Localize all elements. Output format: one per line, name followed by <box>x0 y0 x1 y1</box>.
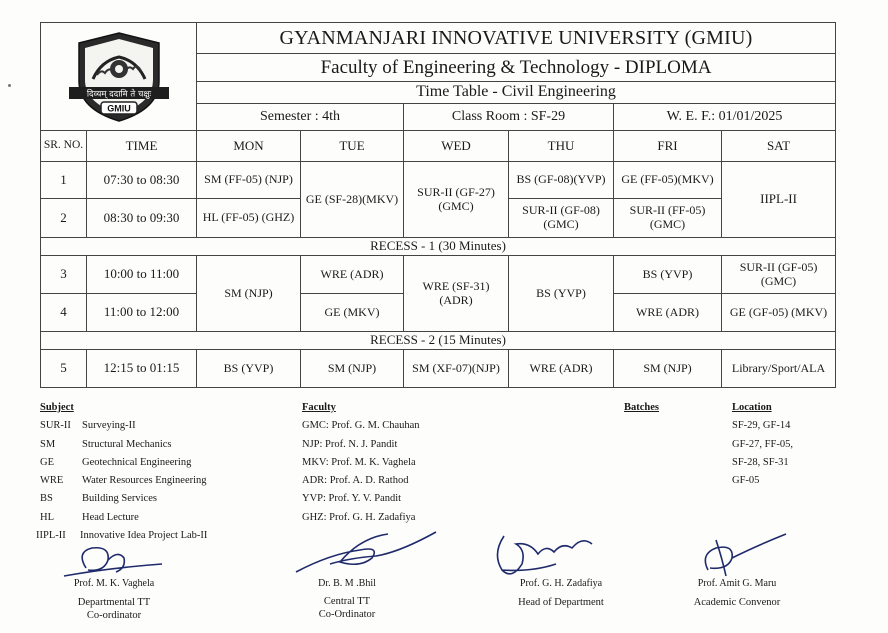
wef-label: W. E. F.: 01/01/2025 <box>614 104 836 131</box>
signature-maru-icon <box>686 532 796 578</box>
subject-item: SM Structural Mechanics <box>40 438 172 450</box>
semester-label: Semester : 4th <box>197 104 404 131</box>
subject-item: GE Geotechnical Engineering <box>40 456 192 468</box>
table-row <box>41 256 836 294</box>
column-header-row <box>41 131 836 162</box>
sr-cell: 3 <box>41 256 87 294</box>
sr-cell: 2 <box>41 199 87 238</box>
faculty-item: NJP: Prof. N. J. Pandit <box>302 438 398 450</box>
logo-cell <box>41 23 197 131</box>
fri-slot: GE (FF-05)(MKV) <box>614 162 722 199</box>
logo-motto: दिव्यम् ददामि ते चक्षुः <box>86 89 151 99</box>
sr-cell: 5 <box>41 350 87 388</box>
thu-slot: BS (YVP) <box>509 256 614 332</box>
signatory-role: Academic Convenor <box>693 597 781 608</box>
mon-slot: HL (FF-05) (GHZ) <box>197 199 301 238</box>
subject-item: HL Head Lecture <box>40 511 139 523</box>
subject-item: BS Building Services <box>40 493 157 505</box>
tue-slot: GE (MKV) <box>301 294 404 332</box>
header-thu: THU <box>509 131 614 162</box>
wed-slot: SUR-II (GF-27)(GMC) <box>404 162 509 238</box>
time-cell: 12:15 to 01:15 <box>87 350 197 388</box>
sat-slot: GE (GF-05) (MKV) <box>722 294 836 332</box>
header-time: TIME <box>87 131 197 162</box>
sat-slot: SUR-II (GF-05)(GMC) <box>722 256 836 294</box>
scan-speck <box>8 84 11 87</box>
sr-cell: 4 <box>41 294 87 332</box>
recess-2: RECESS - 2 (15 Minutes) <box>41 332 836 350</box>
thu-slot: WRE (ADR) <box>509 350 614 388</box>
subject-heading: Subject <box>40 402 74 413</box>
header-tue: TUE <box>301 131 404 162</box>
signatory-role: Central TT <box>323 596 371 607</box>
department-title: Time Table - Civil Engineering <box>197 82 836 104</box>
signature-zadafiya-icon <box>482 524 612 584</box>
fri-slot: SUR-II (FF-05)(GMC) <box>614 199 722 238</box>
signatory-role: Co-Ordinator <box>318 609 376 620</box>
mon-slot: SM (FF-05) (NJP) <box>197 162 301 199</box>
fri-slot: WRE (ADR) <box>614 294 722 332</box>
table-row <box>41 350 836 388</box>
location-item: GF-05 <box>732 475 760 487</box>
header-sat: SAT <box>722 131 836 162</box>
faculty-heading: Faculty <box>302 402 336 413</box>
signatory-role: Head of Department <box>518 597 604 608</box>
timetable <box>40 22 836 388</box>
mon-slot: SM (NJP) <box>197 256 301 332</box>
signatory-role: Co-ordinator <box>86 610 142 621</box>
location-item: SF-29, GF-14 <box>732 420 791 432</box>
university-logo-icon <box>63 29 175 125</box>
faculty-legend <box>302 399 502 527</box>
time-cell: 10:00 to 11:00 <box>87 256 197 294</box>
faculty-title: Faculty of Engineering & Technology - DIPLOMA <box>197 54 836 82</box>
subject-legend <box>36 399 260 545</box>
signatory-name: Dr. B. M .Bhil <box>318 578 376 589</box>
location-item: GF-27, FF-05, <box>732 438 793 450</box>
signature-block-4 <box>672 577 802 609</box>
faculty-item: GMC: Prof. G. M. Chauhan <box>302 420 420 432</box>
faculty-item: ADR: Prof. A. D. Rathod <box>302 475 409 487</box>
faculty-item: GHZ: Prof. G. H. Zadafiya <box>302 511 416 523</box>
time-cell: 07:30 to 08:30 <box>87 162 197 199</box>
header-mon: MON <box>197 131 301 162</box>
batches-heading: Batches <box>624 402 659 413</box>
time-cell: 08:30 to 09:30 <box>87 199 197 238</box>
sr-cell: 1 <box>41 162 87 199</box>
batches-legend <box>624 399 684 417</box>
logo-badge: GMIU <box>106 103 131 113</box>
signatory-name: Prof. Amit G. Maru <box>697 578 777 589</box>
thu-slot: BS (GF-08)(YVP) <box>509 162 614 199</box>
signature-bhil-icon <box>290 528 440 578</box>
mon-slot: BS (YVP) <box>197 350 301 388</box>
faculty-item: YVP: Prof. Y. V. Pandit <box>302 493 402 505</box>
wed-slot: WRE (SF-31)(ADR) <box>404 256 509 332</box>
table-row <box>41 162 836 199</box>
sat-slot: Library/Sport/ALA <box>722 350 836 388</box>
thu-slot: SUR-II (GF-08)(GMC) <box>509 199 614 238</box>
fri-slot: SM (NJP) <box>614 350 722 388</box>
header-wed: WED <box>404 131 509 162</box>
signature-block-3 <box>496 577 626 609</box>
tue-slot: WRE (ADR) <box>301 256 404 294</box>
subject-item: SUR-II Surveying-II <box>40 420 136 432</box>
signature-block-2 <box>282 577 412 621</box>
sat-slot: IIPL-II <box>722 162 836 238</box>
time-cell: 11:00 to 12:00 <box>87 294 197 332</box>
signatory-name: Prof. G. H. Zadafiya <box>519 578 603 589</box>
location-item: SF-28, SF-31 <box>732 456 789 468</box>
signatory-role: Departmental TT <box>77 597 151 608</box>
signatory-name: Prof. M. K. Vaghela <box>73 578 155 589</box>
header-fri: FRI <box>614 131 722 162</box>
wed-slot: SM (XF-07)(NJP) <box>404 350 509 388</box>
classroom-label: Class Room : SF-29 <box>404 104 614 131</box>
location-heading: Location <box>732 402 772 413</box>
location-legend <box>732 399 842 490</box>
university-title: GYANMANJARI INNOVATIVE UNIVERSITY (GMIU) <box>197 23 836 54</box>
subject-item: WRE Water Resources Engineering <box>40 475 207 487</box>
subject-item: IIPL-II Innovative Idea Project Lab-II <box>36 530 208 542</box>
tue-slot: SM (NJP) <box>301 350 404 388</box>
recess-1: RECESS - 1 (30 Minutes) <box>41 238 836 256</box>
signature-block-1 <box>44 577 184 622</box>
faculty-item: MKV: Prof. M. K. Vaghela <box>302 456 416 468</box>
fri-slot: BS (YVP) <box>614 256 722 294</box>
tue-slot: GE (SF-28)(MKV) <box>301 162 404 238</box>
header-sr: SR. NO. <box>41 131 87 162</box>
